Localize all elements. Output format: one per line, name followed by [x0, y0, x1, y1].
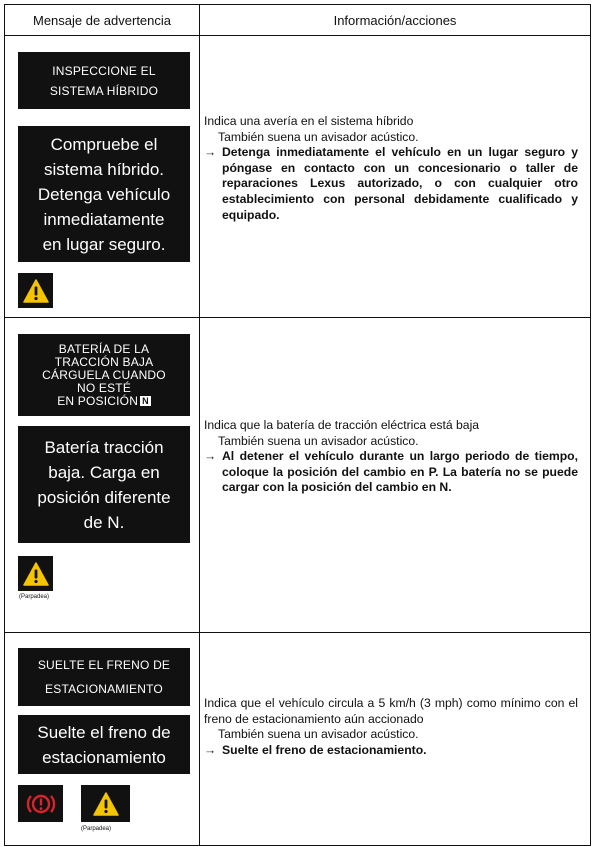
display-text-line: baja. Carga en — [48, 462, 160, 482]
action-text: Detenga inmediatamente el vehículo en un lugar seguro y póngase en contacto con un concesionario o taller de reparaciones Lexus autorizado, o con cualquier otro establecimiento con personal debidamente cualificado y equipado. — [222, 145, 578, 222]
display-text-line: INSPECCIONE EL — [52, 63, 156, 78]
action-text: Al detener el vehículo durante un largo periodo de tiempo, coloque la posición del cambio en P. La batería no se puede cargar con la posición del cambio en N. — [222, 449, 578, 495]
action-text: Suelte el freno de estacionamiento. — [222, 742, 427, 757]
display-text-line — [18, 395, 190, 408]
parking-brake-icon — [18, 785, 63, 822]
display-message-short — [18, 648, 190, 706]
display-text-line: SISTEMA HÍBRIDO — [49, 83, 159, 98]
information-block — [204, 418, 578, 496]
display-text-line: TRACCIÓN BAJA — [54, 354, 154, 369]
display-text-line: NO ESTÉ — [76, 380, 132, 395]
display-text-line: de N. — [83, 512, 125, 532]
info-subtext: También suena un avisador acústico. — [218, 433, 419, 448]
display-text-line: SUELTE EL FRENO DE — [37, 658, 171, 672]
info-subtext: También suena un avisador acústico. — [218, 727, 419, 742]
table-row — [5, 36, 591, 318]
display-message-long — [18, 126, 190, 262]
display-message-long — [18, 715, 190, 774]
blink-note: (Parpadea) — [19, 594, 50, 600]
action-item — [204, 743, 578, 759]
info-text: Indica que el vehículo circula a 5 km/h (3 mph) como mínimo con el freno de estacionamiento aún accionado — [204, 696, 578, 726]
arrow-icon: → — [204, 145, 217, 160]
display-text-line: Detenga vehículo — [37, 184, 171, 204]
blink-note: (Parpadea) — [81, 826, 112, 832]
display-text-line: inmediatamente — [43, 209, 165, 229]
display-text-line: ESTACIONAMIENTO — [45, 682, 163, 696]
table-row — [5, 318, 591, 633]
warning-message-cell — [5, 633, 200, 846]
display-text-line: en lugar seguro. — [42, 234, 166, 254]
display-message-short — [18, 334, 190, 416]
display-text-line: posición diferente — [37, 487, 171, 507]
info-subtext: También suena un avisador acústico. — [218, 129, 419, 144]
warning-triangle-icon — [18, 556, 53, 591]
warning-triangle-icon — [81, 785, 130, 822]
display-text-line: Suelte el freno de — [37, 722, 171, 742]
info-text: Indica que la batería de tracción eléctrica está baja — [204, 418, 480, 432]
warning-table — [4, 4, 591, 846]
table-row — [5, 633, 591, 846]
display-text-line: Batería tracción — [44, 437, 164, 457]
action-item — [204, 449, 578, 496]
arrow-icon: → — [204, 449, 217, 464]
display-text-line: estacionamiento — [42, 747, 166, 767]
display-message-long — [18, 426, 190, 543]
display-text-line: CÁRGUELA CUANDO — [42, 367, 166, 382]
warning-message-cell — [5, 36, 200, 318]
gear-n-badge: N — [142, 395, 149, 406]
information-cell — [200, 633, 591, 846]
display-text-line: sistema híbrido. — [44, 159, 164, 179]
information-cell — [200, 318, 591, 633]
display-message-short — [18, 52, 190, 109]
info-text: Indica una avería en el sistema híbrido — [204, 114, 414, 128]
information-cell — [200, 36, 591, 318]
display-text-line: Compruebe el — [50, 134, 158, 154]
warning-triangle-icon — [18, 273, 53, 308]
arrow-icon: → — [204, 742, 217, 757]
information-block — [204, 696, 578, 758]
action-item — [204, 145, 578, 223]
display-text-line-part: EN POSICIÓN — [57, 393, 139, 408]
display-text-line: BATERÍA DE LA — [58, 341, 150, 356]
information-block — [204, 114, 578, 223]
warning-message-cell — [5, 318, 200, 633]
header-warning-message: Mensaje de advertencia — [5, 5, 200, 36]
header-information-actions: Información/acciones — [200, 5, 591, 36]
